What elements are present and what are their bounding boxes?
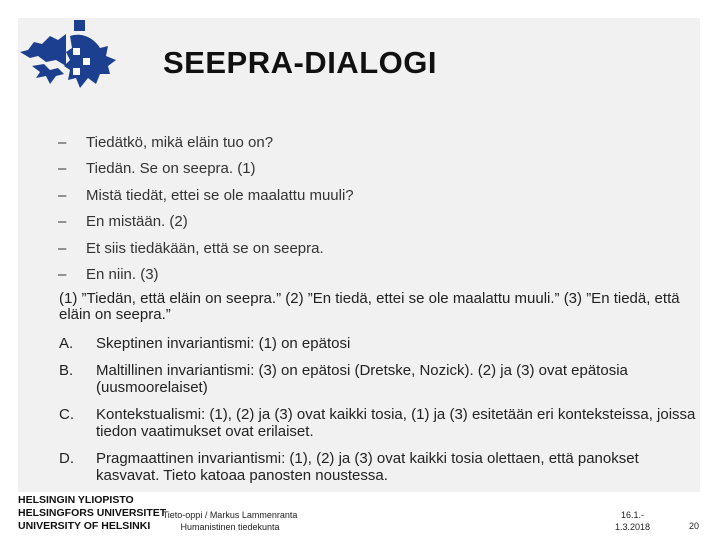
option-letter: A. bbox=[59, 335, 74, 352]
page-number: 20 bbox=[689, 521, 700, 531]
dialog-line bbox=[58, 160, 354, 186]
university-logo-icon bbox=[10, 14, 132, 100]
dash-marker: – bbox=[58, 239, 67, 257]
footer-university bbox=[18, 494, 166, 533]
footer-author bbox=[160, 509, 300, 533]
footer-date bbox=[610, 509, 655, 533]
option-letter: B. bbox=[59, 362, 74, 379]
dialog-text: Et siis tiedäkään, että se on seepra. bbox=[86, 239, 324, 257]
option-d bbox=[59, 450, 699, 484]
option-a bbox=[59, 335, 699, 352]
option-text: Pragmaattinen invariantismi: (1), (2) ja (3) ovat kaikki tosia olettaen, että panokset kasvavat. Tieto katoaa panosten noustessa. bbox=[96, 450, 639, 484]
university-name-sv: HELSINGFORS UNIVERSITET bbox=[18, 507, 167, 519]
faculty-line: Humanistinen tiedekunta bbox=[180, 522, 280, 532]
option-text: Skeptinen invariantismi: (1) on epätosi bbox=[96, 335, 351, 352]
option-b bbox=[59, 362, 699, 396]
dialog-text: Tiedätkö, mikä eläin tuo on? bbox=[86, 134, 274, 151]
option-letter: D. bbox=[59, 450, 74, 467]
dialog-line bbox=[58, 213, 354, 239]
dash-marker: – bbox=[58, 213, 67, 231]
dialog-text: Mistä tiedät, ettei se ole maalattu muuli? bbox=[86, 186, 354, 204]
option-letter: C. bbox=[59, 406, 74, 423]
dialog-text: Tiedän. Se on seepra. (1) bbox=[86, 160, 256, 178]
option-text: Maltillinen invariantismi: (3) on epätosi (Dretske, Nozick). (2) ja (3) ovat epätosia (uusmoorelaiset) bbox=[96, 362, 628, 396]
dialog-line bbox=[58, 266, 354, 292]
university-name-fi: HELSINGIN YLIOPISTO bbox=[18, 494, 134, 506]
date-line: 16.1.- bbox=[620, 510, 644, 520]
dash-marker: – bbox=[58, 186, 67, 204]
dialog-line bbox=[58, 134, 354, 160]
dash-marker: – bbox=[58, 134, 67, 151]
statements-note: (1) ”Tiedän, että eläin on seepra.” (2) ”En tiedä, ettei se ole maalattu muuli.” (3) ”En tiedä, että eläin on seepra.” bbox=[59, 290, 680, 323]
dialog-line bbox=[58, 240, 354, 266]
options-list bbox=[59, 335, 699, 484]
dialog-text: En mistään. (2) bbox=[86, 213, 188, 231]
author-line: Tieto-oppi / Markus Lammenranta bbox=[162, 510, 298, 520]
dialog-line bbox=[58, 187, 354, 213]
slide-title: SEEPRA-DIALOGI bbox=[163, 45, 437, 80]
dialog-text: En niin. (3) bbox=[86, 265, 159, 283]
dialog-list bbox=[58, 134, 354, 292]
dash-marker: – bbox=[58, 265, 67, 283]
option-text: Kontekstualismi: (1), (2) ja (3) ovat kaikki tosia, (1) ja (3) esitetään eri konteksteissa, joissa tiedon vaatimukset ovat erilaiset. bbox=[96, 406, 696, 440]
date-line: 1.3.2018 bbox=[614, 522, 651, 532]
option-c bbox=[59, 406, 699, 440]
dash-marker: – bbox=[58, 160, 67, 178]
university-name-en: UNIVERSITY OF HELSINKI bbox=[18, 520, 151, 532]
